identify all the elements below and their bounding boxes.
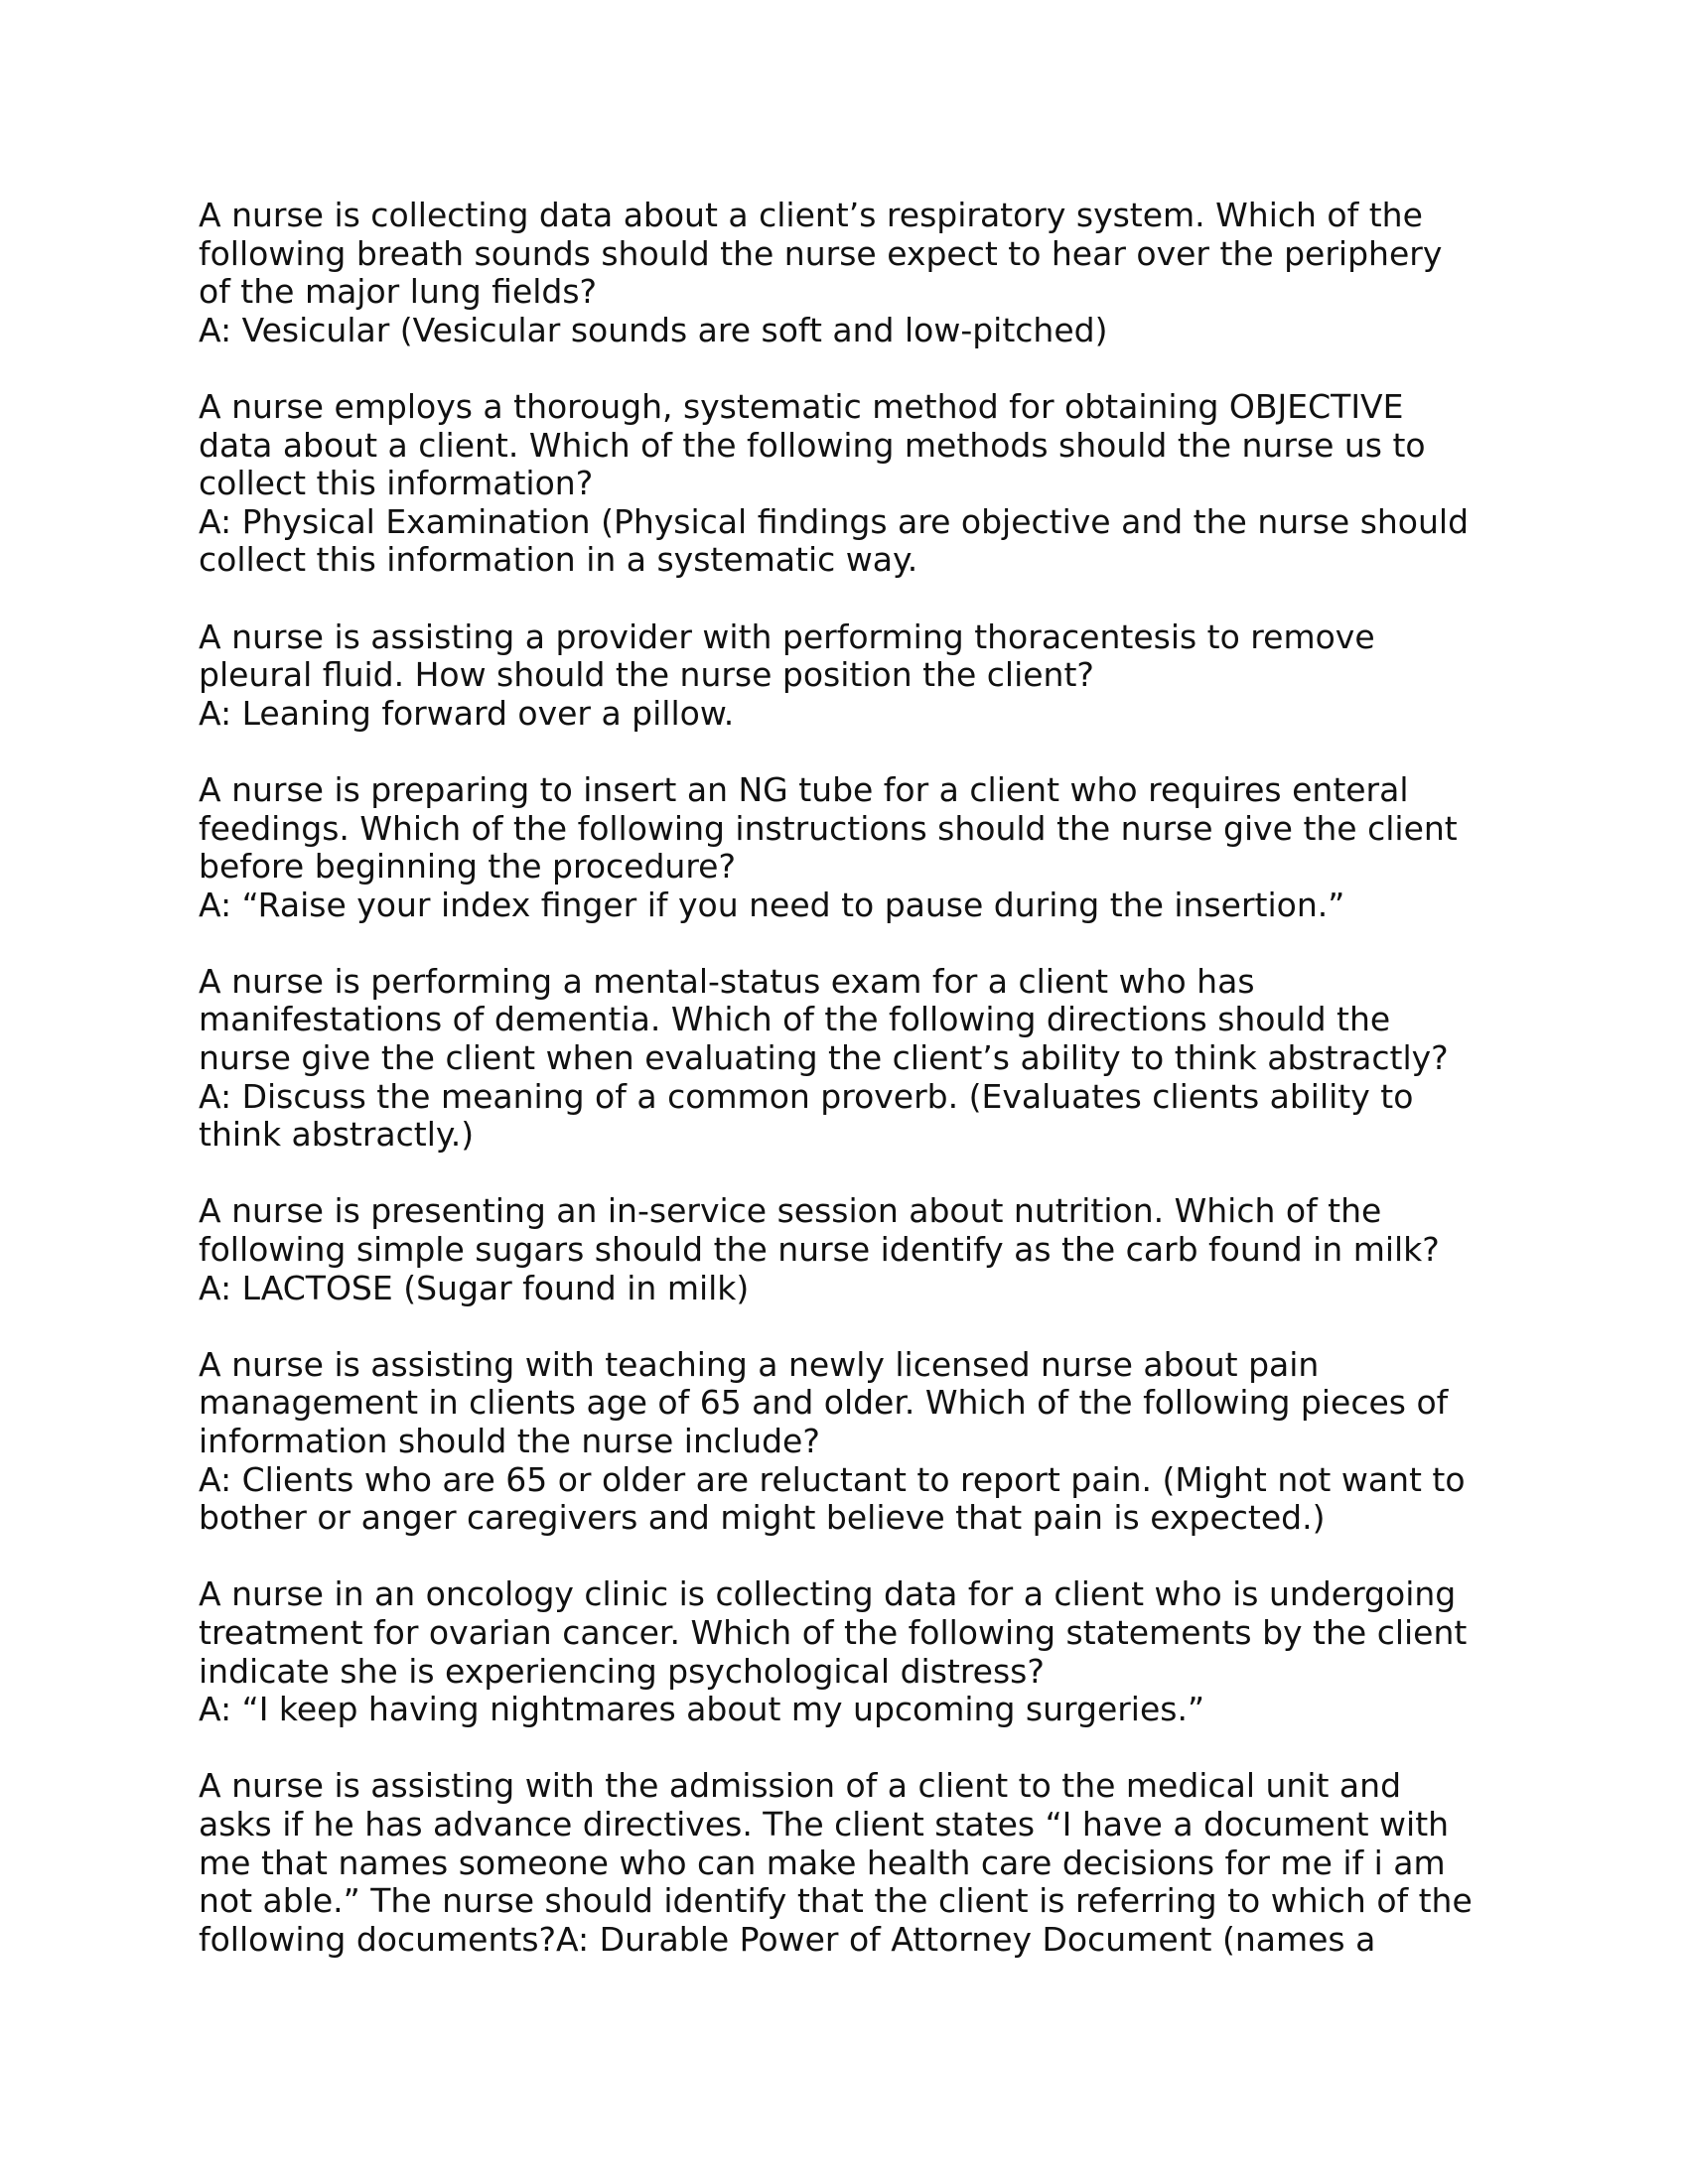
qa-item-1 xyxy=(199,197,1489,349)
text-line: collect this information? xyxy=(199,464,594,503)
text-line: treatment for ovarian cancer. Which of the following statements by the client xyxy=(199,1612,1468,1652)
text-line: information should the nurse include? xyxy=(199,1422,820,1460)
text-line: not able.” The nurse should identify that the client is referring to which of the xyxy=(199,1881,1473,1921)
answer-line: A: Vesicular (Vesicular sounds are soft and low-pitched) xyxy=(199,310,1108,349)
answer-line: following documents?A: Durable Power of Attorney Document (names a xyxy=(199,1919,1376,1959)
answer-line: collect this information in a systematic way. xyxy=(199,540,918,580)
text-line: nurse give the client when evaluating the client’s ability to think abstractly? xyxy=(199,1038,1449,1078)
answer-line: A: LACTOSE (Sugar found in milk) xyxy=(199,1268,750,1307)
text-line: A nurse is preparing to insert an NG tube for a client who requires enteral xyxy=(199,769,1409,809)
text-line: A nurse is collecting data about a client’s respiratory system. Which of the xyxy=(199,196,1423,234)
answer-line: A: Discuss the meaning of a common proverb. (Evaluates clients ability to xyxy=(199,1076,1414,1116)
text-line: A nurse in an oncology clinic is collecting data for a client who is undergoing xyxy=(199,1574,1457,1614)
text-line: feedings. Which of the following instructions should the nurse give the client xyxy=(199,808,1458,848)
text-line: asks if he has advance directives. The client states “I have a document with xyxy=(199,1804,1450,1843)
answer-line: bother or anger caregivers and might believe that pain is expected.) xyxy=(199,1498,1326,1538)
text-line: me that names someone who can make health care decisions for me if i am xyxy=(199,1843,1446,1882)
answer-line: A: Physical Examination (Physical findings are objective and the nurse should xyxy=(199,501,1470,541)
answer-line: A: Clients who are 65 or older are reluctant to report pain. (Might not want to xyxy=(199,1459,1466,1499)
text-line: A nurse is presenting an in-service session about nutrition. Which of the xyxy=(199,1191,1382,1231)
text-line: manifestations of dementia. Which of the following directions should the xyxy=(199,1000,1391,1039)
qa-item-3 xyxy=(199,618,1489,734)
text-line: A nurse is assisting with the admission of a client to the medical unit and xyxy=(199,1766,1402,1806)
qa-item-2 xyxy=(199,388,1489,580)
text-line: A nurse is assisting with teaching a newly licensed nurse about pain xyxy=(199,1344,1320,1384)
qa-item-9 xyxy=(199,1767,1489,1959)
qa-item-7 xyxy=(199,1346,1489,1538)
text-line: indicate she is experiencing psychological distress? xyxy=(199,1651,1045,1691)
text-line: management in clients age of 65 and older. Which of the following pieces of xyxy=(199,1383,1449,1423)
answer-line: A: “I keep having nightmares about my upcoming surgeries.” xyxy=(199,1690,1205,1729)
text-line: following simple sugars should the nurse identify as the carb found in milk? xyxy=(199,1230,1440,1270)
text-line: A nurse employs a thorough, systematic method for obtaining OBJECTIVE xyxy=(199,386,1404,426)
text-line: pleural fluid. How should the nurse position the client? xyxy=(199,655,1094,695)
qa-item-5 xyxy=(199,963,1489,1155)
qa-item-8 xyxy=(199,1575,1489,1728)
answer-line: A: “Raise your index finger if you need to pause during the insertion.” xyxy=(199,885,1345,924)
qa-item-6 xyxy=(199,1192,1489,1307)
text-line: following breath sounds should the nurse expect to hear over the periphery xyxy=(199,233,1443,273)
answer-line: A: Leaning forward over a pillow. xyxy=(199,693,735,733)
text-line: before beginning the procedure? xyxy=(199,847,737,887)
text-line: of the major lung fields? xyxy=(199,272,598,312)
text-line: A nurse is assisting a provider with performing thoracentesis to remove xyxy=(199,616,1375,656)
qa-item-4 xyxy=(199,771,1489,924)
text-line: A nurse is performing a mental-status exam for a client who has xyxy=(199,961,1255,1001)
text-line: data about a client. Which of the following methods should the nurse us to xyxy=(199,425,1426,465)
document-body xyxy=(199,197,1489,1997)
answer-line: think abstractly.) xyxy=(199,1115,475,1155)
